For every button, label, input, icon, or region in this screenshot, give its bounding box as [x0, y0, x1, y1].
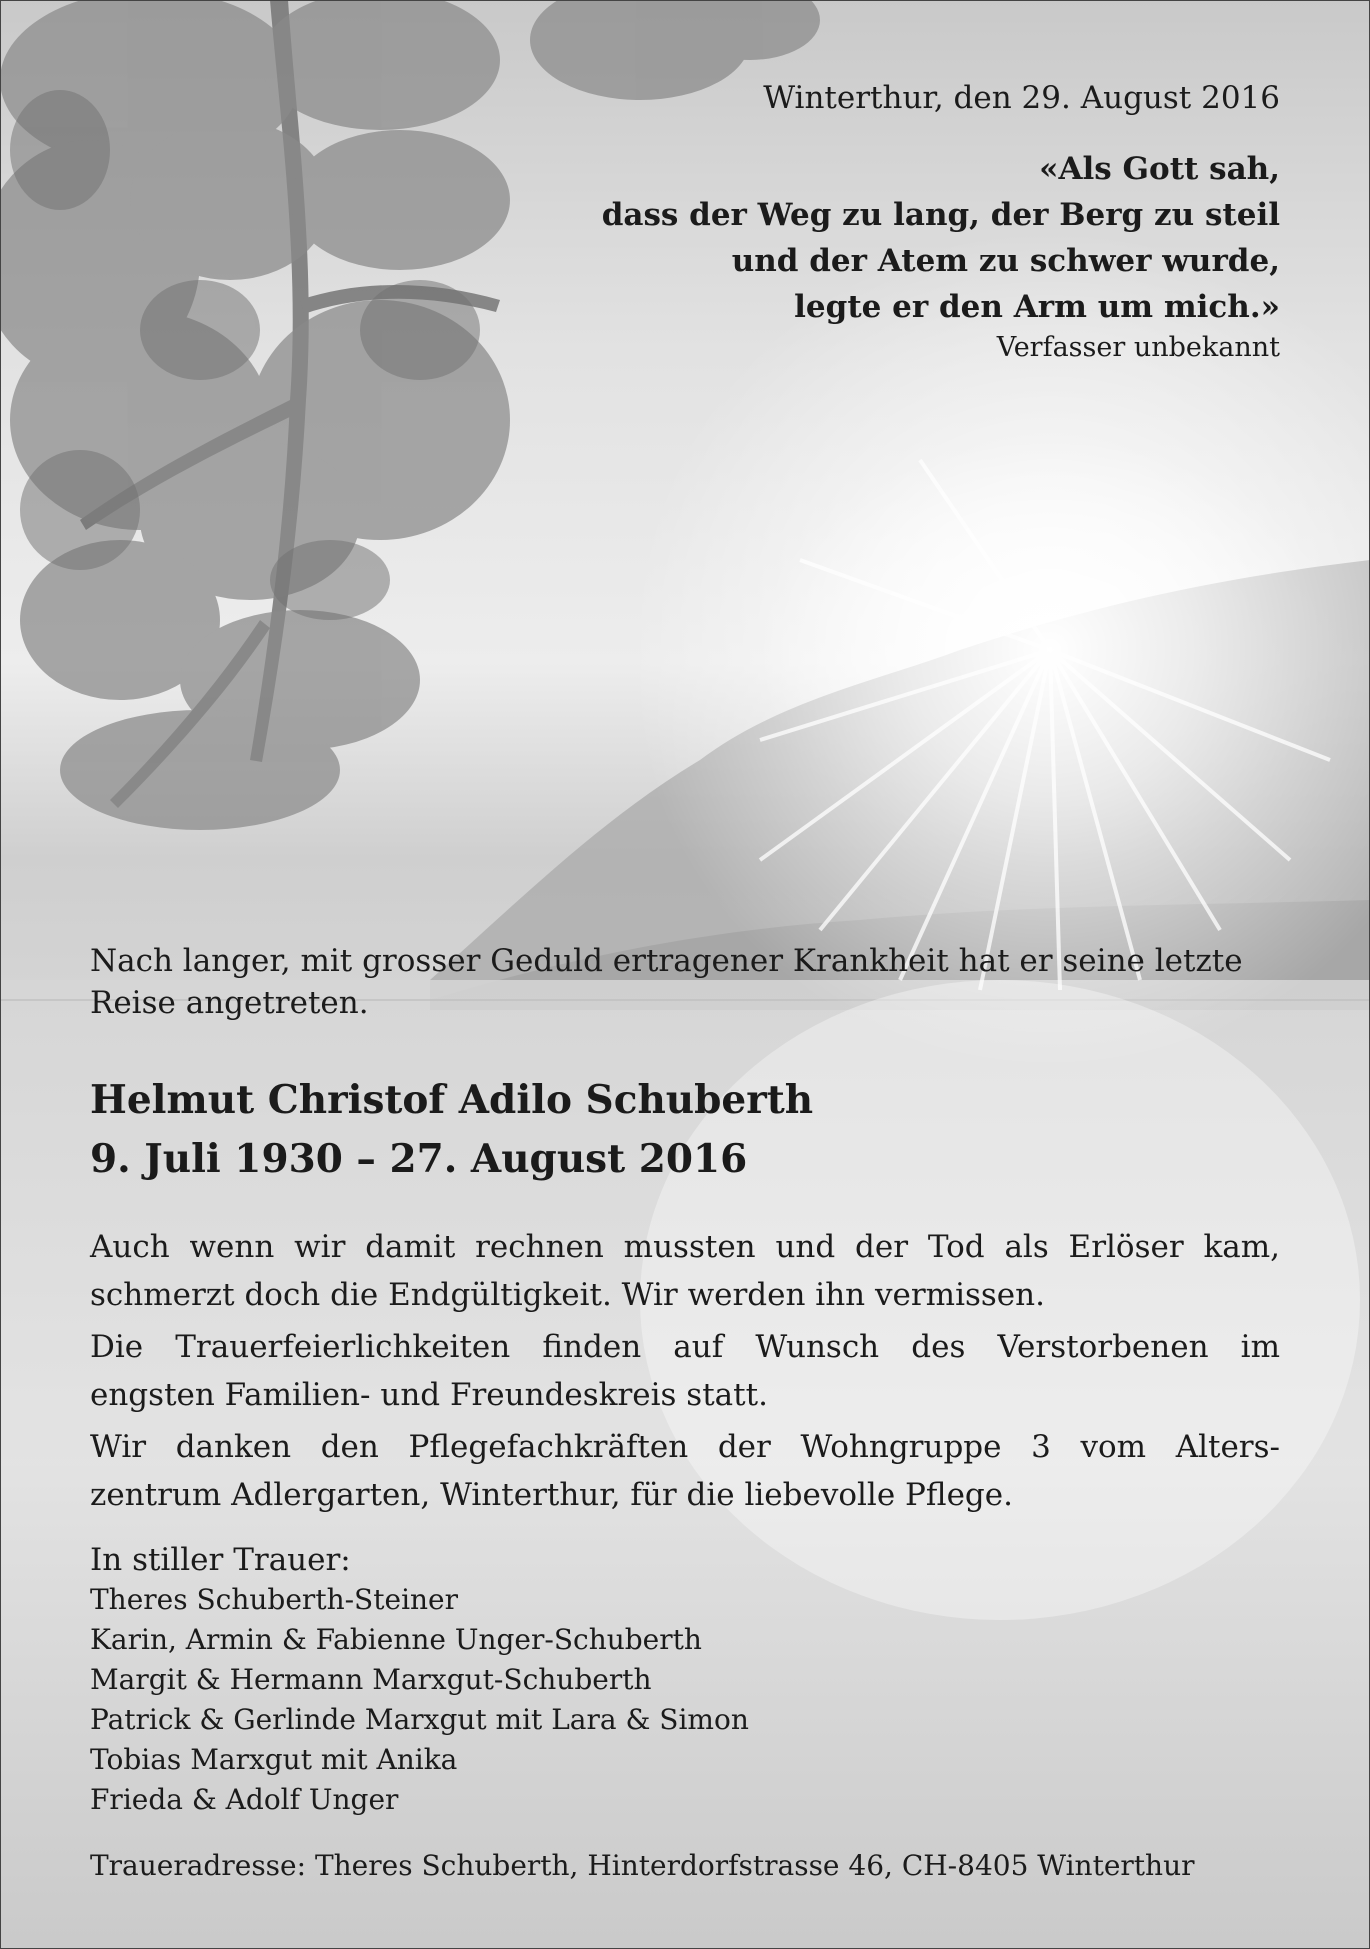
place-date: Winterthur, den 29. August 2016: [763, 80, 1280, 116]
paragraph-line: engsten Familien- und Freundeskreis statt.: [90, 1377, 768, 1413]
paragraph-farewell: [90, 1226, 1280, 1316]
mourner-name: Karin, Armin & Fabienne Unger-Schuberth: [90, 1623, 702, 1656]
header-block: [380, 78, 1280, 366]
main-text-block: [90, 940, 1280, 1886]
quote: [380, 146, 1280, 330]
intro-line: Reise angetreten.: [90, 985, 369, 1021]
intro-text: [90, 940, 1280, 1024]
quote-line: «Als Gott sah,: [1039, 151, 1280, 187]
mourning-heading: In stiller Trauer:: [90, 1542, 351, 1578]
paragraph-funeral: [90, 1326, 1280, 1416]
quote-line: legte er den Arm um mich.»: [794, 289, 1280, 325]
quote-line: dass der Weg zu lang, der Berg zu steil: [601, 197, 1280, 233]
paragraph-thanks: [90, 1426, 1280, 1516]
mourner-name: Margit & Hermann Marxgut-Schuberth: [90, 1663, 652, 1696]
paragraph-line: zentrum Adlergarten, Winterthur, für die liebevolle Pflege.: [90, 1477, 1013, 1513]
paragraph-line: schmerzt doch die Endgültigkeit. Wir werden ihn vermissen.: [90, 1277, 1045, 1313]
intro-line: Nach langer, mit grosser Geduld ertragener Krankheit hat er seine letzte: [90, 943, 1243, 979]
mourner-name: Tobias Marxgut mit Anika: [90, 1743, 458, 1776]
mourner-name: Patrick & Gerlinde Marxgut mit Lara & Simon: [90, 1703, 749, 1736]
deceased-name: Helmut Christof Adilo Schuberth: [90, 1077, 814, 1123]
quote-line: und der Atem zu schwer wurde,: [731, 243, 1280, 279]
life-dates: 9. Juli 1930 – 27. August 2016: [90, 1136, 748, 1182]
mourner-name: Theres Schuberth-Steiner: [90, 1583, 459, 1616]
paragraph-line: Wir danken den Pflegefachkräften der Wohngruppe 3 vom Alters-: [90, 1429, 1280, 1465]
quote-author: Verfasser unbekannt: [996, 332, 1280, 363]
mourning-address: Traueradresse: Theres Schuberth, Hinterdorfstrasse 46, CH-8405 Winterthur: [90, 1849, 1195, 1882]
paragraph-line: Auch wenn wir damit rechnen mussten und der Tod als Erlöser kam,: [90, 1229, 1280, 1265]
mourner-name: Frieda & Adolf Unger: [90, 1783, 399, 1816]
mourner-list: [90, 1580, 1280, 1820]
paragraph-line: Die Trauerfeierlichkeiten finden auf Wunsch des Verstorbenen im: [90, 1329, 1280, 1365]
